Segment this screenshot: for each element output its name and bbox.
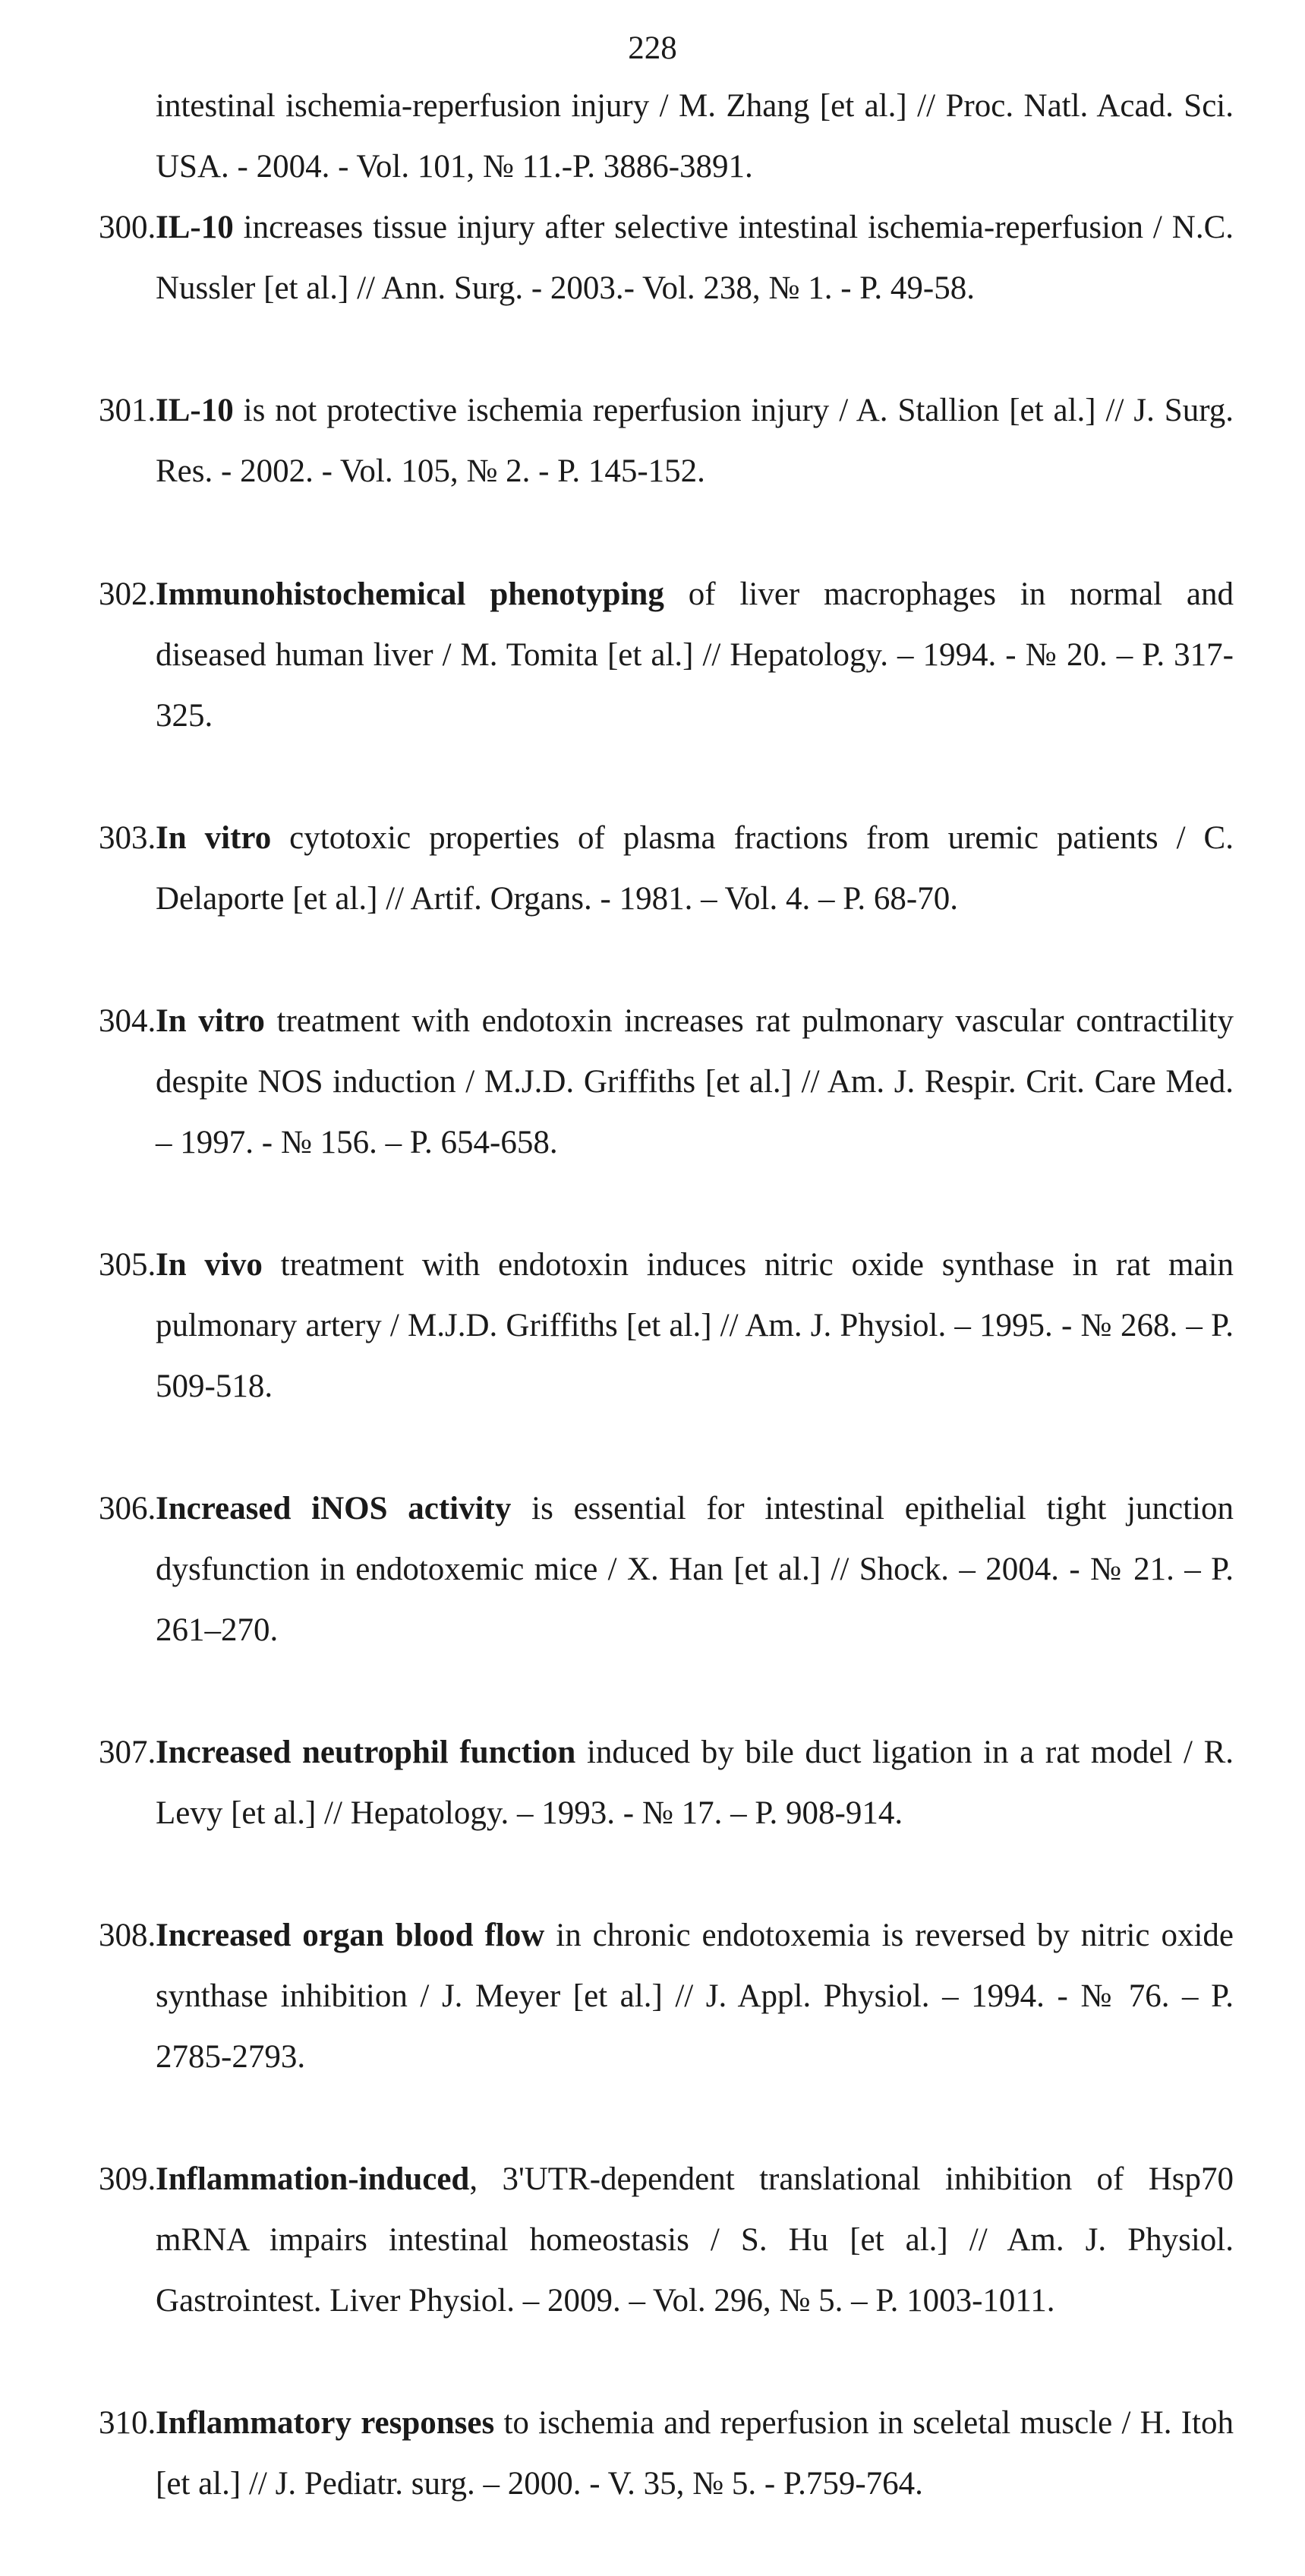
reference-item xyxy=(99,1235,1234,1417)
reference-details: cytotoxic properties of plasma fractions from uremic patients / C. Delaporte [et al.] // Artif. Organs. - 1981. – Vol. 4. – P. 68-70. xyxy=(156,820,1234,917)
reference-details: to ischemia and reperfusion in sceletal muscle / H. Itoh [et al.] // J. Pediatr. surg. – 2000. - V. 35, № 5. - P.759-764. xyxy=(156,2405,1234,2502)
reference-item xyxy=(99,991,1234,1173)
reference-details: of liver macrophages in normal and diseased human liver / M. Tomita [et al.] // Hepatology. – 1994. - № 20. – P. 317-325. xyxy=(156,576,1234,734)
reference-text xyxy=(156,197,1234,319)
reference-number: 307. xyxy=(99,1735,156,1770)
reference-text xyxy=(156,2393,1234,2514)
reference-item xyxy=(99,1722,1234,1844)
reference-details: , 3'UTR-dependent translational inhibition of Hsp70 mRNA impairs intestinal homeostasis / S. Hu [et al.] // Am. J. Physiol. Gastrointest. Liver Physiol. – 2009. – Vol. 296, № 5. – P. 1003-1011. xyxy=(156,2161,1234,2319)
reference-text xyxy=(156,1479,1234,1661)
reference-item xyxy=(99,380,1234,502)
reference-title-bold: Immunohistochemical phenotyping xyxy=(156,576,664,612)
reference-title-bold: In vitro xyxy=(156,1003,265,1039)
reference-details: induced by bile duct ligation in a rat model / R. Levy [et al.] // Hepatology. – 1993. - № 17. – P. 908-914. xyxy=(156,1735,1234,1831)
reference-title-bold: In vivo xyxy=(156,1247,263,1283)
page-number: 228 xyxy=(628,30,677,66)
reference-number: 300. xyxy=(99,210,156,245)
reference-details: treatment with endotoxin increases rat pulmonary vascular contractility despite NOS induction / M.J.D. Griffiths [et al.] // Am. J. Respir. Crit. Care Med. – 1997. - № 156. – P. 654-658. xyxy=(156,1003,1234,1160)
reference-title-bold: Increased organ blood flow xyxy=(156,1918,545,1953)
reference-details: in chronic endotoxemia is reversed by nitric oxide synthase inhibition / J. Meyer [et al.] // J. Appl. Physiol. – 1994. - № 76. – P. 2785-2793. xyxy=(156,1918,1234,2075)
reference-number: 303. xyxy=(99,820,156,856)
continued-reference-text: intestinal ischemia-reperfusion injury / M. Zhang [et al.] // Proc. Natl. Acad. Sci. USA. - 2004. - Vol. 101, № 11.-P. 3886-3891. xyxy=(156,88,1234,185)
reference-details: treatment with endotoxin induces nitric oxide synthase in rat main pulmonary artery / M.J.D. Griffiths [et al.] // Am. J. Physiol. – 1995. - № 268. – P. 509-518. xyxy=(156,1247,1234,1404)
reference-number: 308. xyxy=(99,1918,156,1953)
reference-item xyxy=(99,197,1234,319)
reference-text xyxy=(156,1722,1234,1844)
reference-item xyxy=(99,808,1234,930)
reference-number: 302. xyxy=(99,576,156,612)
reference-list xyxy=(99,197,1234,2576)
reference-details: is not protective ischemia reperfusion injury / A. Stallion [et al.] // J. Surg. Res. - 2002. - Vol. 105, № 2. - P. 145-152. xyxy=(156,393,1234,489)
reference-number: 305. xyxy=(99,1247,156,1283)
reference-text xyxy=(156,1235,1234,1417)
reference-title-bold: Inflammation-induced xyxy=(156,2161,470,2197)
reference-item xyxy=(99,2149,1234,2331)
reference-details: increases tissue injury after selective intestinal ischemia-reperfusion / N.C. Nussler [et al.] // Ann. Surg. - 2003.- Vol. 238, № 1. - P. 49-58. xyxy=(156,210,1234,306)
reference-title-bold: In vitro xyxy=(156,820,272,856)
reference-title-bold: Increased neutrophil function xyxy=(156,1735,576,1770)
reference-text xyxy=(156,2149,1234,2331)
reference-text xyxy=(156,808,1234,930)
reference-number: 301. xyxy=(99,393,156,428)
reference-text xyxy=(156,1905,1234,2088)
reference-details: is essential for intestinal epithelial tight junction dysfunction in endotoxemic mice / X. Han [et al.] // Shock. – 2004. - № 21. – P. 261–270. xyxy=(156,1491,1234,1648)
reference-item xyxy=(99,2393,1234,2514)
reference-title-bold: Increased iNOS activity xyxy=(156,1491,512,1526)
reference-text xyxy=(156,380,1234,502)
reference-number: 304. xyxy=(99,1003,156,1039)
reference-text xyxy=(156,991,1234,1173)
reference-number: 310. xyxy=(99,2405,156,2441)
reference-text xyxy=(156,564,1234,747)
reference-title-bold: IL-10 xyxy=(156,210,234,245)
reference-number: 306. xyxy=(99,1491,156,1526)
reference-item xyxy=(99,1479,1234,1661)
reference-number: 309. xyxy=(99,2161,156,2197)
reference-item xyxy=(99,1905,1234,2088)
reference-item xyxy=(99,564,1234,747)
reference-title-bold: Inflammatory responses xyxy=(156,2405,495,2441)
reference-title-bold: IL-10 xyxy=(156,393,234,428)
